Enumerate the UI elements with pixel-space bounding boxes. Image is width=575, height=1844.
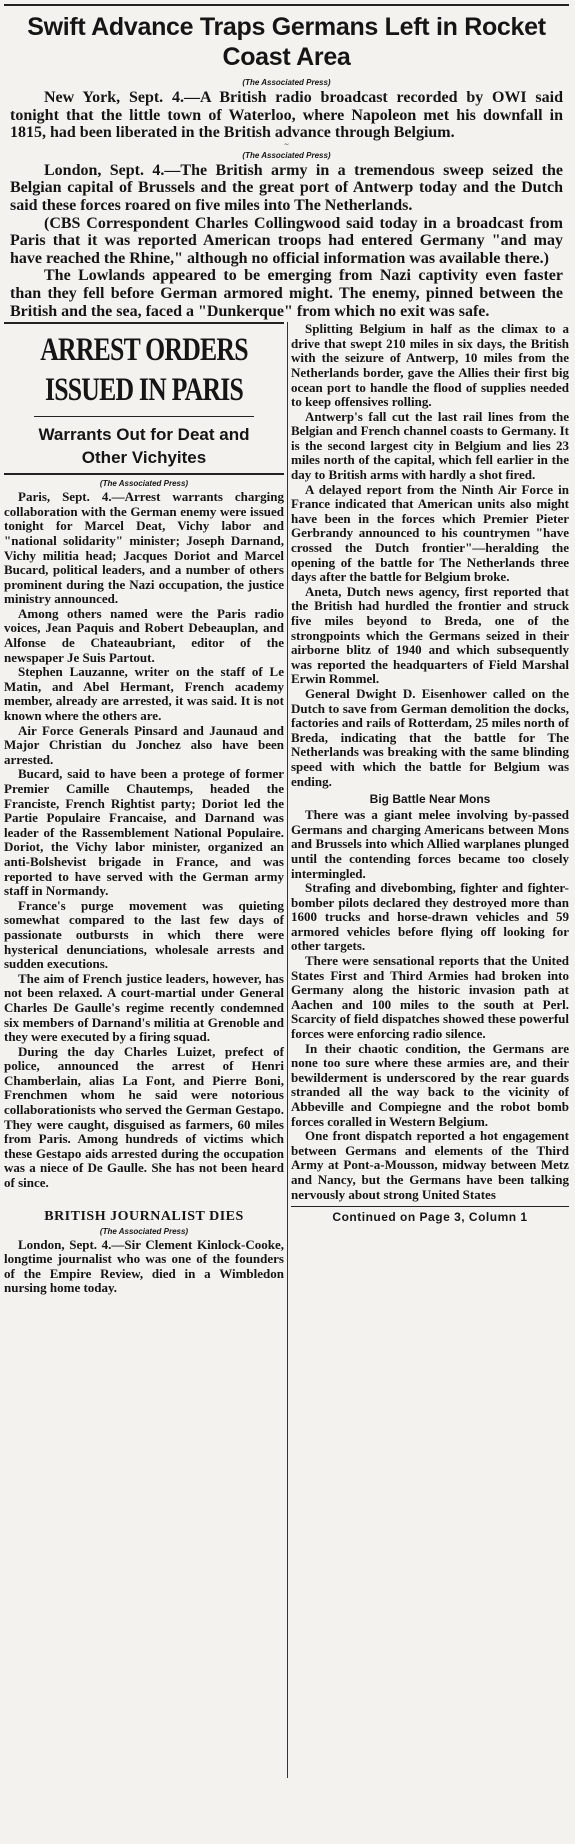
- lead-paragraph: (CBS Correspondent Charles Collingwood said today in a broadcast from Paris that it was reported American troops had entered Germany "and may have reached the Rhine," although no official information was available there.): [10, 214, 563, 267]
- lead-paragraph: New York, Sept. 4.—A British radio broadcast recorded by OWI said tonight that the little town of Waterloo, where Napoleon met his downfall in 1815, had been liberated in the British advance through Belgium.: [10, 89, 563, 142]
- headline-divider: [34, 416, 254, 417]
- lead-paragraph: London, Sept. 4.—The British army in a tremendous sweep seized the Belgian capital of Brussels and the great port of Antwerp today and the Dutch said these forces roared on five miles into The Netherlands.: [10, 161, 563, 214]
- story-paragraph: There was a giant melee involving by-passed Germans and charging Americans between Mons and Brussels into which Allied warplanes plunged until the contending forces became too closely intermingled.: [291, 807, 569, 881]
- wire-credit: (The Associated Press): [99, 479, 189, 489]
- main-headline: Swift Advance Traps Germans Left in Rocket Coast Area: [27, 13, 546, 71]
- lead-story-2: [4, 162, 569, 320]
- wire-credit: (The Associated Press): [242, 150, 331, 160]
- lead-story-1: [4, 89, 569, 142]
- story-paragraph: Strafing and divebombing, fighter and fighter-bomber pilots declared they destroyed more than 1600 trucks and horse-drawn vehicles and 59 armored vehicles before flying off looking for other targets.: [291, 880, 569, 954]
- story-paragraph: Aneta, Dutch news agency, first reported that the British had hurdled the frontier and struck five miles beyond to Breda, one of the strongpoints which the Germans seized in their airborne blitz of 1940 and which subsequently was reported the headquarters of Field Marshal Erwin Rommel.: [291, 583, 569, 687]
- story-paragraph: In their chaotic condition, the Germans are none too sure where these armies are, and their bewilderment is underscored by the rear guards stranded all the way back to the vicinity of Abbeville and Compiegne and the robot bomb forces coralled in Western Belgium.: [291, 1040, 569, 1129]
- sidebar-paragraph: Paris, Sept. 4.—Arrest warrants charging collaboration with the German enemy were issued tonight for Marcel Deat, Vichy labor and "national solidarity" minister; Joseph Darnand, Vichy militia head; Jacques Doriot and Marcel Bucard, political leaders, and a number of others prominent during the Nazi occupation, the justice ministry announced.: [4, 489, 284, 607]
- sidebar-paragraph: During the day Charles Luizet, prefect of police, announced the arrest of Henri Chamberlain, alias La Font, and Pierre Boni, Frenchmen whom he said were notorious collaborationists who served the German Gestapo. They were caught, disguised as farmers, 60 miles from Paris. Among hundreds of victims which these Gestapo aids arrested during the occupation was a niece of De Gaulle. She has not been heard of since.: [4, 1043, 284, 1191]
- sidebar-headline-box: [4, 322, 284, 475]
- sidebar-subhead-line: Other Vichyites: [81, 448, 207, 468]
- sidebar-headline-line: ARREST ORDERS: [40, 332, 248, 369]
- column-rule: [287, 322, 288, 1778]
- sidebar-paragraph: Air Force Generals Pinsard and Jaunaud and Major Christian du Jonchez also have been arrested.: [4, 722, 284, 767]
- sidebar-paragraph: Stephen Lauzanne, writer on the staff of Le Matin, and Abel Hermant, French academy member, already are arrested, it was said. It is not known where the others are.: [4, 664, 284, 724]
- lead-paragraph: The Lowlands appeared to be emerging from Nazi captivity even faster than they fell before German armored might. The enemy, pinned between the British and the sea, faced a "Dunkerque" from which no exit was safe.: [10, 267, 563, 320]
- story-paragraph: Splitting Belgium in half as the climax to a drive that swept 210 miles in six days, the British with the seizure of Antwerp, 10 miles from the Netherlands border, gave the Allies their first big ocean port to handle the flood of supplies needed to keep offensives rolling.: [291, 321, 569, 410]
- wire-credit: (The Associated Press): [99, 1226, 189, 1236]
- brief-headline: BRITISH JOURNALIST DIES: [44, 1208, 244, 1224]
- ornament-divider: ~: [284, 139, 289, 149]
- newspaper-page: [4, 4, 569, 1838]
- sidebar-subhead-line: Warrants Out for Deat and: [38, 425, 250, 445]
- sidebar-paragraph: The aim of French justice leaders, however, has not been relaxed. A court-martial under General Charles De Gaulle's regime recently condemned six members of Darnand's militia at Grenoble and they were executed by a firing squad.: [4, 970, 284, 1045]
- story-paragraph: A delayed report from the Ninth Air Force in France indicated that American units also might have been in the forces which Premier Pieter Gerbrandy announced to his countrymen "have crossed the Dutch frontier"—heralding the opening of the battle for The Netherlands three days after the battle for Belgium broke.: [291, 481, 569, 585]
- right-column: [291, 322, 569, 1224]
- sidebar-paragraph: Bucard, said to have been a protege of former Premier Camille Chautemps, headed the Franciste, French Rightist party; Doriot led the Partie Populaire Francaise, and Darnand was leader of the Rassemblement National Populaire. Doriot, the Vichy labor minister, organized an anti-Bolshevist brigade in France, and was reported to have served with the German army staff in Normandy.: [4, 766, 284, 899]
- story-paragraph: One front dispatch reported a hot engagement between Germans and elements of the Third Army at Pont-a-Mousson, midway between Metz and Nancy, but the Germans have been talking nervously about strong United States: [291, 1128, 569, 1202]
- story-subhead: Big Battle Near Mons: [369, 792, 491, 807]
- continued-notice: Continued on Page 3, Column 1: [291, 1206, 569, 1224]
- wire-credit: (The Associated Press): [242, 78, 331, 87]
- story-paragraph: Antwerp's fall cut the last rail lines from the Belgian and French channel coasts to Germany. It is the second largest city in Belgium and lies 23 miles north of the capital, which fell earlier in the day to British arms with hardly a shot fired.: [291, 408, 569, 483]
- left-column: [4, 322, 284, 1296]
- story-paragraph: There were sensational reports that the United States First and Third Armies had broken into Germany along the historic invasion path at Aachen and 100 miles to the south at Perl. Scarcity of field dispatches showed these powerful forces were enforcing radio silence.: [291, 953, 569, 1042]
- sidebar-headline-line: ISSUED IN PARIS: [44, 372, 244, 409]
- sidebar-paragraph: Among others named were the Paris radio voices, Jean Paquis and Robert Debeauplan, and Alfonse de Chateaubriant, editor of the newspaper Je Suis Partout.: [4, 605, 284, 665]
- top-rule: [4, 4, 569, 6]
- sidebar-paragraph: France's purge movement was quieting somewhat compared to the last few days of passionate outbursts in which there were hysterical denunciations, wholesale arrests and sudden executions.: [4, 897, 284, 972]
- brief-paragraph: London, Sept. 4.—Sir Clement Kinlock-Cooke, longtime journalist who was one of the founders of the Empire Review, died in a Wimbledon nursing home today.: [4, 1236, 284, 1296]
- story-paragraph: General Dwight D. Eisenhower called on the Dutch to save from German demolition the docks, factories and rails of Rotterdam, 25 miles north of Breda, indicating that the battle for The Netherlands was breaking with the same blinding speed with which the battle for Belgium was ending.: [291, 685, 569, 789]
